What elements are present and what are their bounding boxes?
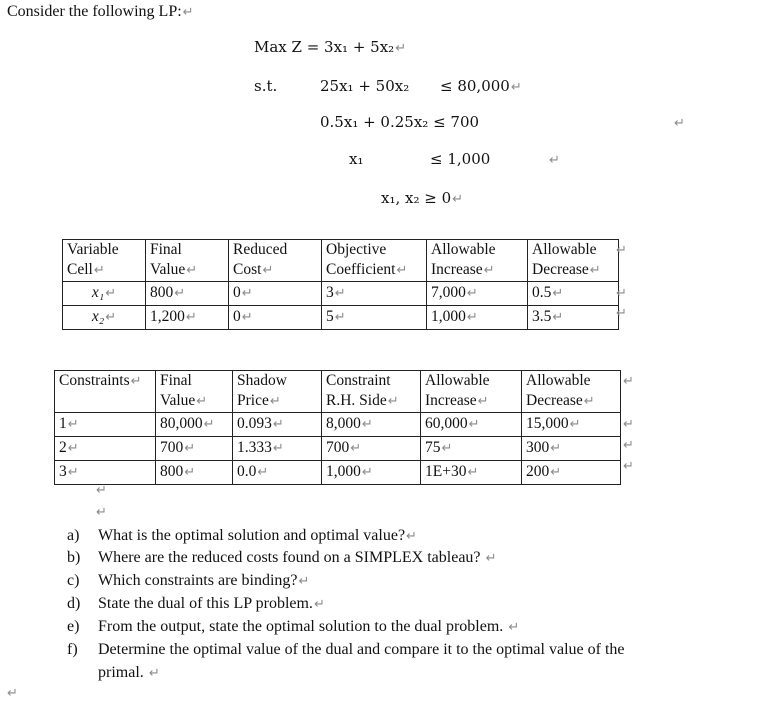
table-cell: 1,200↵ — [146, 306, 229, 330]
lp-objective — [254, 38, 406, 56]
table-cell: 3↵ — [322, 282, 427, 306]
objective-text: Max Z = 3x₁ + 5x₂ — [254, 38, 395, 56]
table-cell: 1↵ — [55, 413, 156, 437]
intro-label: Consider the following LP: — [7, 3, 182, 20]
intro-text — [7, 3, 194, 21]
return-mark-icon: ↵ — [96, 505, 107, 520]
return-mark-icon: ↵ — [623, 459, 634, 474]
header-cell: Constraints↵ — [55, 371, 156, 413]
table-cell: 1.333↵ — [233, 437, 322, 461]
table-cell: 200↵ — [522, 461, 621, 485]
header-cell: Final Value↵ — [146, 240, 229, 282]
table-cell: 0.5↵ — [528, 282, 619, 306]
header-cell: Objective Coefficient↵ — [322, 240, 427, 282]
table-cell: 15,000↵ — [522, 413, 621, 437]
table-cell: 700↵ — [322, 437, 421, 461]
table-cell: 3↵ — [55, 461, 156, 485]
table-row — [55, 461, 621, 485]
return-mark-icon: ↵ — [395, 41, 407, 56]
header-cell: Shadow Price↵ — [233, 371, 322, 413]
header-cell: Allowable Decrease↵ — [528, 240, 619, 282]
table-header-row — [63, 240, 619, 282]
return-mark-icon: ↵ — [616, 243, 627, 258]
table-cell: 3.5↵ — [528, 306, 619, 330]
lp-constraint-2: 0.5x₁ + 0.25x₂ ≤ 700 — [320, 113, 480, 131]
return-mark-icon: ↵ — [623, 438, 634, 453]
table-cell: 0↵ — [229, 282, 322, 306]
constraint-1-rhs-text: ≤ 80,000 — [440, 77, 510, 95]
header-cell: Reduced Cost↵ — [229, 240, 322, 282]
lp-constraint-3-lhs: x₁ — [349, 150, 364, 168]
return-mark-icon: ↵ — [616, 286, 627, 301]
return-mark-icon: ↵ — [549, 153, 560, 168]
return-mark-icon: ↵ — [182, 5, 194, 20]
header-cell: Constraint R.H. Side↵ — [322, 371, 421, 413]
return-mark-icon: ↵ — [623, 374, 634, 389]
variable-cells-table — [62, 239, 619, 330]
question-f: f) Determine the optimal value of the dual and compare it to the optimal value of the — [67, 641, 625, 658]
table-cell: 0↵ — [229, 306, 322, 330]
table-cell: 75↵ — [421, 437, 522, 461]
table-header-row — [55, 371, 621, 413]
table-cell: 60,000↵ — [421, 413, 522, 437]
nonneg-text: x₁, x₂ ≥ 0 — [381, 189, 452, 207]
table-cell: 1,000↵ — [322, 461, 421, 485]
table-row — [63, 282, 619, 306]
question-f-continued: primal. ↵ — [98, 664, 160, 681]
table-row — [63, 306, 619, 330]
lp-constraint-1-rhs — [440, 77, 522, 95]
return-mark-icon: ↵ — [452, 192, 464, 207]
return-mark-icon: ↵ — [510, 80, 522, 95]
table-cell: 800↵ — [146, 282, 229, 306]
table-cell: 2↵ — [55, 437, 156, 461]
table-cell: 8,000↵ — [322, 413, 421, 437]
header-cell: Allowable Increase↵ — [421, 371, 522, 413]
table-cell: 80,000↵ — [156, 413, 233, 437]
question-b: b) Where are the reduced costs found on a SIMPLEX tableau? ↵ — [67, 549, 497, 566]
header-cell: Final Value↵ — [156, 371, 233, 413]
table-row — [55, 413, 621, 437]
lp-constraint-3-rhs: ≤ 1,000 — [430, 150, 491, 168]
table-cell: 1,000↵ — [427, 306, 528, 330]
return-mark-icon: ↵ — [96, 483, 107, 498]
table-cell: x₂↵ — [63, 306, 146, 330]
return-mark-icon: ↵ — [7, 686, 18, 701]
question-a: a) What is the optimal solution and optimal value?↵ — [67, 527, 417, 544]
lp-nonnegativity — [381, 189, 463, 207]
constraints-table — [54, 370, 621, 485]
table-cell: 1E+30↵ — [421, 461, 522, 485]
lp-st-label: s.t. — [254, 77, 278, 95]
table-cell: x₁↵ — [63, 282, 146, 306]
table-cell: 5↵ — [322, 306, 427, 330]
lp-constraint-1-lhs: 25x₁ + 50x₂ — [320, 77, 410, 95]
question-e: e) From the output, state the optimal solution to the dual problem. ↵ — [67, 618, 520, 635]
table-row — [55, 437, 621, 461]
question-d: d) State the dual of this LP problem.↵ — [67, 595, 325, 612]
table-cell: 700↵ — [156, 437, 233, 461]
header-cell: Allowable Increase↵ — [427, 240, 528, 282]
table-cell: 7,000↵ — [427, 282, 528, 306]
return-mark-icon: ↵ — [616, 306, 627, 321]
header-cell: Allowable Decrease↵ — [522, 371, 621, 413]
question-c: c) Which constraints are binding?↵ — [67, 572, 310, 589]
table-cell: 800↵ — [156, 461, 233, 485]
header-cell: Variable Cell↵ — [63, 240, 146, 282]
table-cell: 300↵ — [522, 437, 621, 461]
return-mark-icon: ↵ — [623, 417, 634, 432]
return-mark-icon: ↵ — [674, 116, 685, 131]
table-cell: 0.093↵ — [233, 413, 322, 437]
table-cell: 0.0↵ — [233, 461, 322, 485]
